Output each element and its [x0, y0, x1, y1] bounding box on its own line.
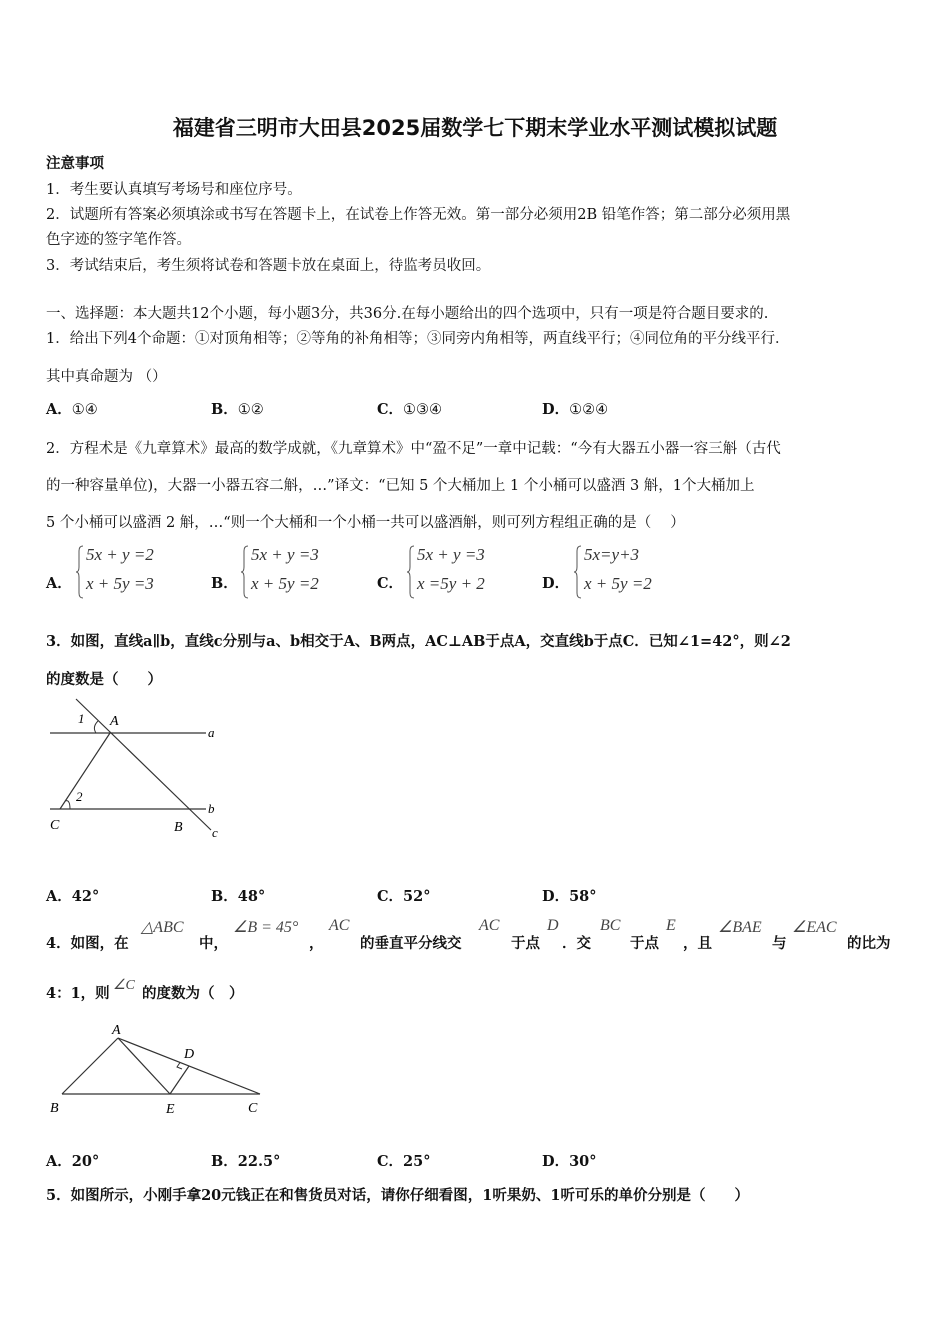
brace-icon — [407, 545, 415, 599]
q4-stem-cont: 4：1，则 — [46, 985, 110, 1002]
notice-item: 色字迹的签字笔作答。 — [46, 232, 191, 248]
q4-math-c: ∠C — [113, 978, 135, 993]
q4-stem-cont: 的度数为（ ） — [142, 985, 244, 1002]
q4-math-d: D — [547, 917, 559, 934]
q4-figure — [46, 1018, 276, 1118]
segment-ac — [60, 733, 110, 809]
q2-option-c-label: C． — [377, 575, 404, 592]
brace-icon — [241, 545, 249, 599]
q1-stem-cont: 其中真命题为 （） — [46, 369, 167, 385]
page-title: 福建省三明市大田县2025届数学七下期末学业水平测试模拟试题 — [172, 116, 778, 140]
q4-text: ， — [309, 935, 324, 952]
point-e-label: E — [166, 1102, 175, 1117]
notice-item: 1．考生要认真填写考场号和座位序号。 — [46, 182, 302, 198]
q1-option-c: C．①③④ — [377, 401, 443, 418]
q1-option-d: D．①②④ — [542, 401, 609, 418]
brace-icon — [76, 545, 84, 599]
q2-stem-cont: 的一种容量单位)，大器一小器五容二斛，…”译文：“已知 5 个大桶加上 1 个小桶可以盛酒 3 斛，1个大桶加上 — [46, 478, 755, 494]
q4-text: ，且 — [683, 935, 712, 952]
q4-option-c: C．25° — [377, 1153, 431, 1170]
q4-text: 的比为 — [847, 935, 891, 952]
q4-option-d: D．30° — [542, 1153, 597, 1170]
notice-item: 3．考试结束后，考生须将试卷和答题卡放在桌面上，待监考员收回。 — [46, 258, 491, 274]
q4-math-ac: AC — [329, 917, 350, 934]
q4-text: 的垂直平分线交 — [360, 935, 462, 952]
q4-math-angle-b: ∠B = 45° — [233, 919, 299, 936]
point-c-label: C — [248, 1101, 258, 1116]
angle-1-arc — [94, 721, 98, 733]
q4-text: 中， — [199, 935, 228, 952]
q3-option-d: D．58° — [542, 888, 597, 905]
brace-icon — [574, 545, 582, 599]
q4-math-e: E — [666, 917, 676, 934]
q1-stem: 1．给出下列4个命题：①对顶角相等；②等角的补角相等；③同旁内角相等，两直线平行；④同位角的平分线平行． — [46, 331, 790, 347]
notice-heading: 注意事项 — [46, 155, 104, 172]
angle-2-label: 2 — [76, 789, 83, 804]
q4-option-a: A．20° — [46, 1153, 100, 1170]
angle-1-label: 1 — [78, 711, 85, 726]
q3-option-a: A．42° — [46, 888, 100, 905]
point-c-label: C — [50, 818, 60, 833]
q2-option-d-label: D． — [542, 575, 570, 592]
q4-math-eac: ∠EAC — [792, 919, 837, 936]
line-b-label: b — [208, 801, 215, 816]
q4-text: 于点 — [511, 935, 540, 952]
q1-option-b: B．①② — [211, 401, 264, 418]
point-a-label: A — [110, 714, 119, 729]
q1-option-a: A．①④ — [46, 401, 98, 418]
point-b-label: B — [174, 820, 183, 835]
q4-math-ac: AC — [479, 917, 500, 934]
q3-option-c: C．52° — [377, 888, 431, 905]
q5-stem: 5．如图所示，小刚手拿20元钱正在和售货员对话，请你仔细看图，1听果奶、1听可乐的单价分别是（ ） — [46, 1187, 749, 1204]
q4-math-bc: BC — [600, 917, 621, 934]
q2-stem-cont: 5 个小桶可以盛酒 2 斛，…“则一个大桶和一个小桶一共可以盛酒斛，则可列方程组正确的是（ ） — [46, 515, 685, 531]
q3-option-b: B．48° — [211, 888, 266, 905]
segment-ae — [118, 1038, 170, 1094]
q4-option-b: B．22.5° — [211, 1153, 281, 1170]
point-b-label: B — [50, 1101, 59, 1116]
exam-page: 福建省三明市大田县2025届数学七下期末学业水平测试模拟试题 注意事项 1．考生要认真填写考场号和座位序号。 2．试题所有答案必须填涂或书写在答题卡上，在试卷上作答无效。第一部分必须用2B 铅笔作答；第二部分必须用黑 色字迹的签字笔作答。 3．考试结束后，考生须将试卷和答题卡放在桌面上，待监考员收回。 一、选择题：本大题共12个小题，每小题3分，共36分.在每小题给出的四个选项中，只有一项是符合题目要求的. 1．给出下列4个命题：①对顶角相等；②等角的补角相等；③同旁内角相等，两直线平行；④同位角的平分线平行． 其中真命题为 （） A．①④ B．①② C．①③④ D．①②④ 2．方程术是《九章算术》最高的数学成就，《九章算术》中“盈不足”一章中记载：“今有大器五小器一容三斛（古代 的一种容量单位)，大器一小器五容二斛，…”译文：“已知 5 个大桶加上 1 个小桶可以盛酒 3 斛，1个大桶加上 5 个小桶可以盛酒 2 斛，…“则一个大桶和一个小桶一共可以盛酒斛，则可列方程组正确的是（ ） A． 5x + y =2 x + 5y =3 B． 5x + y =3 x + 5y =2 C． 5x + y =3 x =5y + 2 D． 5x=y+3 x + 5y =2 3．如图，直线a∥b，直线c分别与a、b相交于A、B两点，AC⊥AB于点A，交直线b于点C．已知∠1=42°，则∠2 的度数是（ ） 1 A a 2 b C B c A．42° B．48° C．52° D．58° 4．如图，在 △ABC 中， ∠B = 45° ， AC 的垂直平分线交 AC 于点 D ．交 BC 于点 E ，且 ∠BAE 与 ∠EAC 的比为 4：1，则 ∠C 的度数为（ ） A D B E C A．20° B．22.5° C．25° D．30° 5．如图所示，小刚手拿20元钱正在和售货员对话，请你仔细看图，1听果奶、1听可乐的单价分别是（ ） — [0, 0, 950, 1344]
q4-text: ．交 — [562, 935, 591, 952]
q2-option-b-label: B． — [211, 575, 238, 592]
segment-ab — [62, 1038, 118, 1094]
point-d-label: D — [184, 1047, 195, 1062]
q4-text: 与 — [772, 935, 787, 952]
q4-text: 于点 — [630, 935, 659, 952]
point-a-label: A — [112, 1023, 121, 1038]
q2-option-a-label: A． — [46, 575, 72, 592]
segment-de — [170, 1066, 189, 1094]
q4-math-triangle: △ABC — [141, 919, 184, 936]
q4-intro: 4．如图，在 — [46, 935, 129, 952]
q4-math-bae: ∠BAE — [718, 919, 762, 936]
line-a-label: a — [208, 725, 215, 740]
notice-item: 2．试题所有答案必须填涂或书写在答题卡上，在试卷上作答无效。第一部分必须用2B 铅笔作答；第二部分必须用黑 — [46, 207, 791, 223]
q2-stem: 2．方程术是《九章算术》最高的数学成就，《九章算术》中“盈不足”一章中记载：“今有大器五小器一容三斛（古代 — [46, 441, 781, 457]
q3-stem-cont: 的度数是（ ） — [46, 671, 162, 688]
line-c-label: c — [212, 825, 218, 840]
line-c — [76, 699, 211, 830]
angle-2-arc — [65, 801, 70, 809]
q3-stem: 3．如图，直线a∥b，直线c分别与a、b相交于A、B两点，AC⊥AB于点A，交直线b于点C．已知∠1=42°，则∠2 — [46, 633, 791, 650]
section-heading: 一、选择题：本大题共12个小题，每小题3分，共36分.在每小题给出的四个选项中，只有一项是符合题目要求的. — [46, 306, 769, 322]
q3-figure — [46, 695, 236, 845]
